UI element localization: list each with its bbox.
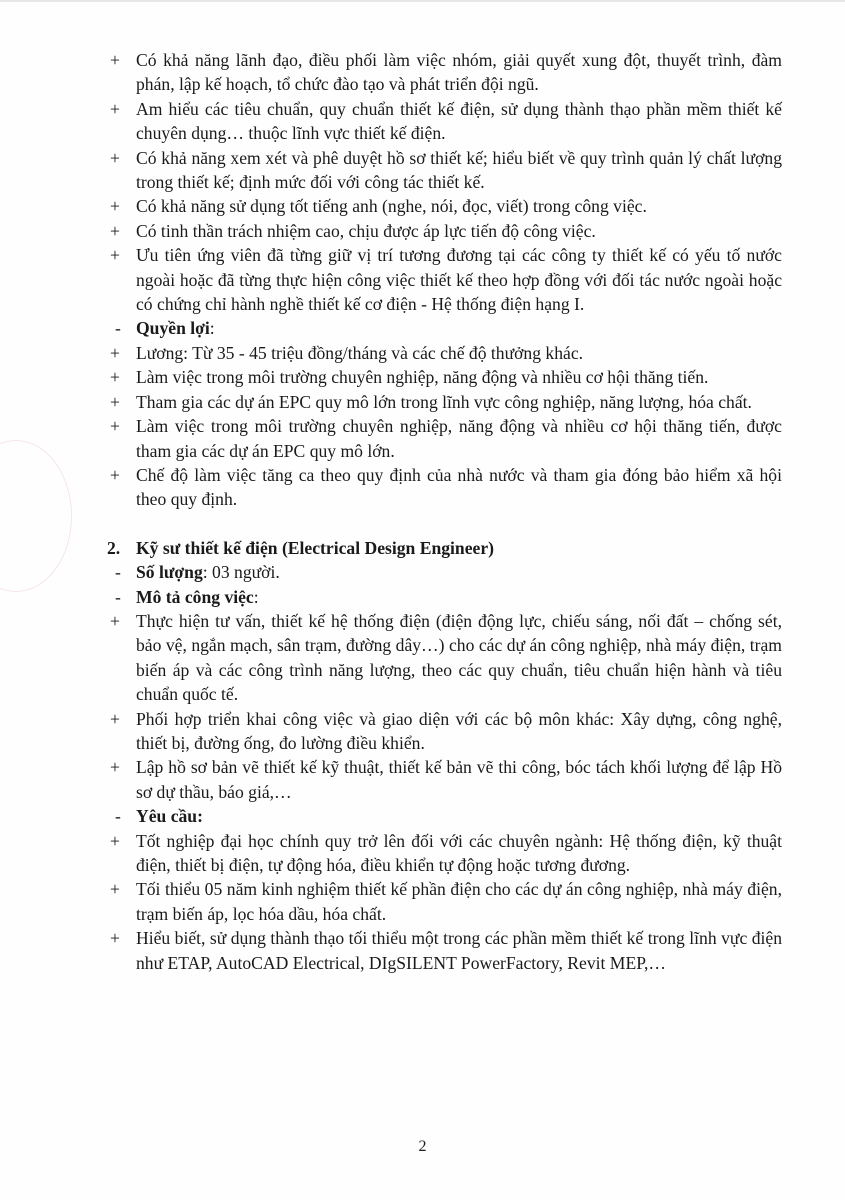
- list-item: [107, 390, 782, 414]
- list-item: [107, 926, 782, 975]
- list-item-text: Hiểu biết, sử dụng thành thạo tối thiểu một trong các phần mềm thiết kế trong lĩnh vực điện như ETAP, AutoCAD Electrical, DIgSILENT PowerFactory, Revit MEP,…: [136, 928, 782, 973]
- plus-bullet: +: [110, 147, 120, 168]
- requirements-label: Yêu cầu:: [136, 806, 203, 827]
- list-item: [107, 463, 782, 512]
- list-item: [107, 829, 782, 878]
- plus-bullet: +: [110, 391, 120, 412]
- page-number: 2: [418, 1138, 427, 1155]
- benefits-label: Quyền lợi: [136, 318, 210, 339]
- list-item-text: Phối hợp triển khai công việc và giao diện với các bộ môn khác: Xây dựng, công nghệ, thiết bị, đường ống, đo lường điều khiển.: [136, 708, 782, 753]
- list-item-text: Tham gia các dự án EPC quy mô lớn trong lĩnh vực công nghiệp, năng lượng, hóa chất.: [136, 391, 752, 412]
- section-number: 2.: [107, 537, 121, 558]
- dash-bullet: -: [115, 806, 121, 827]
- list-item: [107, 414, 782, 463]
- list-item: [107, 755, 782, 804]
- dash-bullet: -: [115, 318, 121, 339]
- plus-bullet: +: [110, 928, 120, 949]
- plus-bullet: +: [110, 757, 120, 778]
- quantity-value: : 03 người.: [202, 562, 280, 583]
- plus-bullet: +: [110, 464, 120, 485]
- description-heading: [107, 585, 782, 609]
- list-item-text: Thực hiện tư vấn, thiết kế hệ thống điện (điện động lực, chiếu sáng, nối đất – chống sét, bảo vệ, ngắn mạch, sân trạm, đường dây…) cho các dự án công nghiệp, nhà máy điện, trạm biến áp và các công trình năng lượng, theo các quy chuẩn, tiêu chuẩn hiện hành và tiêu chuẩn quốc tế.: [136, 610, 782, 705]
- requirements-heading: [107, 804, 782, 828]
- list-item: [107, 48, 782, 97]
- list-item-text: Ưu tiên ứng viên đã từng giữ vị trí tương đương tại các công ty thiết kế có yếu tố nước ngoài hoặc đã từng thực hiện công việc thiết kế theo hợp đồng với đối tác nước ngoài hoặc có chứng chỉ hành nghề thiết kế cơ điện - Hệ thống điện hạng I.: [136, 245, 782, 315]
- list-item: [107, 877, 782, 926]
- plus-bullet: +: [110, 342, 120, 363]
- list-item-text: Có khả năng xem xét và phê duyệt hồ sơ thiết kế; hiểu biết về quy trình quản lý chất lượng trong thiết kế; định mức đối với công tác thiết kế.: [136, 147, 782, 193]
- plus-bullet: +: [110, 708, 120, 729]
- list-item: [107, 243, 782, 316]
- faded-stamp-mark: [0, 440, 72, 592]
- list-item-text: Tối thiểu 05 năm kinh nghiệm thiết kế phần điện cho các dự án công nghiệp, nhà máy điện, trạm biến áp, lọc hóa dầu, hóa chất.: [136, 879, 782, 924]
- list-item: [107, 609, 782, 707]
- dash-bullet: -: [115, 586, 121, 607]
- list-item-text: Làm việc trong môi trường chuyên nghiệp, năng động và nhiều cơ hội thăng tiến, được tham gia các dự án EPC quy mô lớn.: [136, 416, 782, 461]
- plus-bullet: +: [110, 220, 120, 241]
- plus-bullet: +: [110, 879, 120, 900]
- quantity-line: [107, 560, 782, 584]
- plus-bullet: +: [110, 830, 120, 851]
- plus-bullet: +: [110, 98, 120, 119]
- list-item: [107, 365, 782, 389]
- plus-bullet: +: [110, 245, 120, 266]
- list-item-text: Có khả năng sử dụng tốt tiếng anh (nghe, nói, đọc, viết) trong công việc.: [136, 196, 647, 217]
- list-item-text: Am hiểu các tiêu chuẩn, quy chuẩn thiết kế điện, sử dụng thành thạo phần mềm thiết kế chuyên dụng… thuộc lĩnh vực thiết kế điện.: [136, 98, 782, 144]
- section-heading: [107, 536, 782, 560]
- list-item-text: Chế độ làm việc tăng ca theo quy định của nhà nước và tham gia đóng bảo hiểm xã hội theo quy định.: [136, 464, 782, 510]
- list-item-text: Lập hồ sơ bản vẽ thiết kế kỹ thuật, thiết kế bản vẽ thi công, bóc tách khối lượng để lập Hồ sơ dự thầu, báo giá,…: [136, 757, 782, 802]
- section-title: Kỹ sư thiết kế điện (Electrical Design Engineer): [136, 537, 494, 558]
- list-item: [107, 219, 782, 243]
- list-item-text: Tốt nghiệp đại học chính quy trở lên đối với các chuyên ngành: Hệ thống điện, kỹ thuật điện, thiết bị điện, tự động hóa, điều khiển tự động hoặc tương đương.: [136, 830, 782, 875]
- plus-bullet: +: [110, 416, 120, 437]
- list-item: [107, 97, 782, 146]
- plus-bullet: +: [110, 367, 120, 388]
- list-item-text: Lương: Từ 35 - 45 triệu đồng/tháng và các chế độ thưởng khác.: [136, 342, 584, 363]
- plus-bullet: +: [110, 50, 120, 70]
- plus-bullet: +: [110, 610, 120, 631]
- quantity-label: Số lượng: [136, 562, 203, 583]
- colon: :: [209, 318, 215, 339]
- scan-top-edge: [0, 0, 845, 2]
- list-item-text: Có khả năng lãnh đạo, điều phối làm việc nhóm, giải quyết xung đột, thuyết trình, đàm phán, lập kế hoạch, tổ chức đào tạo và phát triển đội ngũ.: [136, 50, 782, 95]
- list-item-text: Có tinh thần trách nhiệm cao, chịu được áp lực tiến độ công việc.: [136, 220, 596, 241]
- list-item: [107, 146, 782, 195]
- list-item: [107, 341, 782, 365]
- dash-bullet: -: [115, 562, 121, 583]
- list-item: [107, 194, 782, 218]
- description-label: Mô tả công việc: [136, 586, 254, 607]
- page-content: [107, 48, 782, 975]
- plus-bullet: +: [110, 196, 120, 217]
- benefits-heading: [107, 316, 782, 340]
- list-item-text: Làm việc trong môi trường chuyên nghiệp, năng động và nhiều cơ hội thăng tiến.: [136, 367, 709, 388]
- list-item: [107, 707, 782, 756]
- colon: :: [253, 586, 259, 607]
